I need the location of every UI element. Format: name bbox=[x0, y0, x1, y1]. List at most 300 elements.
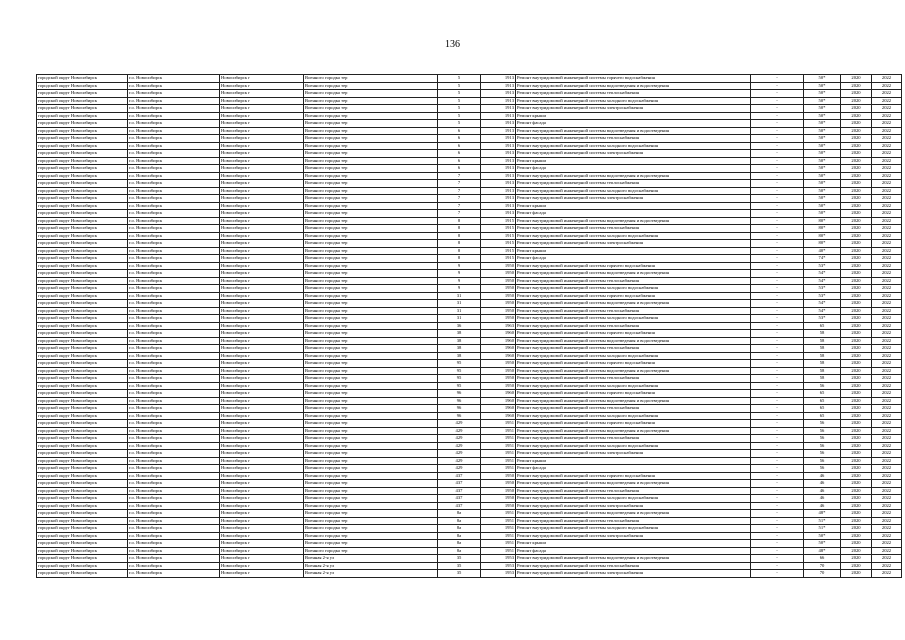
work-type-cell: Ремонт крыши bbox=[516, 112, 751, 120]
dash-cell: - bbox=[751, 90, 804, 98]
locality-cell: Новосибирск г bbox=[220, 157, 304, 165]
wear-cell: 50* bbox=[804, 127, 841, 135]
table-row bbox=[37, 375, 902, 383]
end-year-cell: 2022 bbox=[872, 352, 902, 360]
locality-cell: Новосибирск г bbox=[220, 322, 304, 330]
end-year-cell: 2022 bbox=[872, 517, 902, 525]
district-cell: городской округ Новосибирск bbox=[37, 112, 128, 120]
start-year-cell: 2020 bbox=[841, 127, 872, 135]
district-cell: городской округ Новосибирск bbox=[37, 255, 128, 263]
build-year-cell: 1960 bbox=[481, 345, 516, 353]
district-cell: городской округ Новосибирск bbox=[37, 105, 128, 113]
district-cell: городской округ Новосибирск bbox=[37, 375, 128, 383]
city-cell: г.о. Новосибирск bbox=[128, 555, 220, 563]
work-type-cell: Ремонт внутридомовой инженерной системы горячего водоснабжения bbox=[516, 360, 751, 368]
table-row bbox=[37, 135, 902, 143]
build-year-cell: 1951 bbox=[481, 525, 516, 533]
work-type-cell: Ремонт внутридомовой инженерной системы электроснабжения bbox=[516, 532, 751, 540]
end-year-cell: 2022 bbox=[872, 187, 902, 195]
district-cell: городской округ Новосибирск bbox=[37, 502, 128, 510]
end-year-cell: 2022 bbox=[872, 540, 902, 548]
start-year-cell: 2020 bbox=[841, 225, 872, 233]
build-year-cell: 1951 bbox=[481, 540, 516, 548]
locality-cell: Новосибирск г bbox=[220, 375, 304, 383]
build-year-cell: 1913 bbox=[481, 180, 516, 188]
dash-cell: - bbox=[751, 375, 804, 383]
street-cell: Военного городка тер bbox=[304, 487, 438, 495]
table-row bbox=[37, 150, 902, 158]
district-cell: городской округ Новосибирск bbox=[37, 210, 128, 218]
start-year-cell: 2020 bbox=[841, 322, 872, 330]
wear-cell: 50* bbox=[804, 135, 841, 143]
end-year-cell: 2022 bbox=[872, 90, 902, 98]
table-row bbox=[37, 195, 902, 203]
dash-cell: - bbox=[751, 487, 804, 495]
district-cell: городской округ Новосибирск bbox=[37, 397, 128, 405]
house-number-cell: 8 bbox=[438, 255, 481, 263]
wear-cell: 50* bbox=[804, 120, 841, 128]
dash-cell: - bbox=[751, 390, 804, 398]
build-year-cell: 1913 bbox=[481, 112, 516, 120]
start-year-cell: 2020 bbox=[841, 405, 872, 413]
dash-cell: - bbox=[751, 285, 804, 293]
table-row bbox=[37, 517, 902, 525]
start-year-cell: 2020 bbox=[841, 307, 872, 315]
table-row bbox=[37, 435, 902, 443]
dash-cell: - bbox=[751, 307, 804, 315]
start-year-cell: 2020 bbox=[841, 112, 872, 120]
locality-cell: Новосибирск г bbox=[220, 135, 304, 143]
work-type-cell: Ремонт внутридомовой инженерной системы теплоснабжения bbox=[516, 135, 751, 143]
dash-cell: - bbox=[751, 247, 804, 255]
wear-cell: 58 bbox=[804, 352, 841, 360]
district-cell: городской округ Новосибирск bbox=[37, 127, 128, 135]
work-type-cell: Ремонт внутридомовой инженерной системы электроснабжения bbox=[516, 195, 751, 203]
end-year-cell: 2022 bbox=[872, 472, 902, 480]
district-cell: городской округ Новосибирск bbox=[37, 517, 128, 525]
dash-cell: - bbox=[751, 187, 804, 195]
work-type-cell: Ремонт внутридомовой инженерной системы холодного водоснабжения bbox=[516, 315, 751, 323]
dash-cell: - bbox=[751, 112, 804, 120]
district-cell: городской округ Новосибирск bbox=[37, 135, 128, 143]
wear-cell: 50* bbox=[804, 97, 841, 105]
locality-cell: Новосибирск г bbox=[220, 270, 304, 278]
start-year-cell: 2020 bbox=[841, 277, 872, 285]
table-row bbox=[37, 112, 902, 120]
district-cell: городской округ Новосибирск bbox=[37, 120, 128, 128]
district-cell: городской округ Новосибирск bbox=[37, 405, 128, 413]
dash-cell: - bbox=[751, 300, 804, 308]
house-number-cell: 429 bbox=[438, 450, 481, 458]
table-row bbox=[37, 330, 902, 338]
district-cell: городской округ Новосибирск bbox=[37, 277, 128, 285]
dash-cell: - bbox=[751, 510, 804, 518]
street-cell: Военного городка тер bbox=[304, 322, 438, 330]
dash-cell: - bbox=[751, 450, 804, 458]
wear-cell: 80* bbox=[804, 225, 841, 233]
district-cell: городской округ Новосибирск bbox=[37, 367, 128, 375]
city-cell: г.о. Новосибирск bbox=[128, 442, 220, 450]
start-year-cell: 2020 bbox=[841, 510, 872, 518]
house-number-cell: 5 bbox=[438, 112, 481, 120]
house-number-cell: 8а bbox=[438, 525, 481, 533]
locality-cell: Новосибирск г bbox=[220, 555, 304, 563]
city-cell: г.о. Новосибирск bbox=[128, 75, 220, 83]
wear-cell: 70 bbox=[804, 570, 841, 578]
wear-cell: 50* bbox=[804, 142, 841, 150]
street-cell: Военного городка тер bbox=[304, 405, 438, 413]
table-row bbox=[37, 202, 902, 210]
city-cell: г.о. Новосибирск bbox=[128, 435, 220, 443]
table-row bbox=[37, 570, 902, 578]
street-cell: Военного городка тер bbox=[304, 465, 438, 473]
house-number-cell: 36 bbox=[438, 322, 481, 330]
build-year-cell: 1950 bbox=[481, 472, 516, 480]
wear-cell: 50* bbox=[804, 532, 841, 540]
end-year-cell: 2022 bbox=[872, 232, 902, 240]
work-type-cell: Ремонт внутридомовой инженерной системы электроснабжения bbox=[516, 502, 751, 510]
work-type-cell: Ремонт внутридомовой инженерной системы холодного водоснабжения bbox=[516, 142, 751, 150]
end-year-cell: 2022 bbox=[872, 375, 902, 383]
wear-cell: 54* bbox=[804, 307, 841, 315]
start-year-cell: 2020 bbox=[841, 427, 872, 435]
city-cell: г.о. Новосибирск bbox=[128, 397, 220, 405]
city-cell: г.о. Новосибирск bbox=[128, 382, 220, 390]
build-year-cell: 1960 bbox=[481, 397, 516, 405]
end-year-cell: 2022 bbox=[872, 510, 902, 518]
wear-cell: 56 bbox=[804, 450, 841, 458]
house-number-cell: 5 bbox=[438, 75, 481, 83]
work-type-cell: Ремонт внутридомовой инженерной системы теплоснабжения bbox=[516, 345, 751, 353]
work-type-cell: Ремонт крыши bbox=[516, 157, 751, 165]
work-type-cell: Ремонт фасада bbox=[516, 210, 751, 218]
street-cell: Военного городка тер bbox=[304, 292, 438, 300]
house-number-cell: 437 bbox=[438, 487, 481, 495]
district-cell: городской округ Новосибирск bbox=[37, 472, 128, 480]
build-year-cell: 1963 bbox=[481, 322, 516, 330]
wear-cell: 58 bbox=[804, 360, 841, 368]
dash-cell: - bbox=[751, 322, 804, 330]
locality-cell: Новосибирск г bbox=[220, 487, 304, 495]
district-cell: городской округ Новосибирск bbox=[37, 300, 128, 308]
wear-cell: 56 bbox=[804, 435, 841, 443]
dash-cell: - bbox=[751, 202, 804, 210]
dash-cell: - bbox=[751, 142, 804, 150]
street-cell: Военного городка тер bbox=[304, 442, 438, 450]
table-row bbox=[37, 172, 902, 180]
city-cell: г.о. Новосибирск bbox=[128, 517, 220, 525]
house-number-cell: 9 bbox=[438, 285, 481, 293]
work-type-cell: Ремонт внутридомовой инженерной системы электроснабжения bbox=[516, 150, 751, 158]
work-type-cell: Ремонт внутридомовой инженерной системы теплоснабжения bbox=[516, 277, 751, 285]
wear-cell: 58 bbox=[804, 337, 841, 345]
wear-cell: 50* bbox=[804, 82, 841, 90]
house-number-cell: 5 bbox=[438, 90, 481, 98]
end-year-cell: 2022 bbox=[872, 172, 902, 180]
house-number-cell: 8 bbox=[438, 247, 481, 255]
table-body bbox=[37, 75, 902, 578]
build-year-cell: 1960 bbox=[481, 352, 516, 360]
district-cell: городской округ Новосибирск bbox=[37, 337, 128, 345]
end-year-cell: 2022 bbox=[872, 277, 902, 285]
district-cell: городской округ Новосибирск bbox=[37, 322, 128, 330]
wear-cell: 56 bbox=[804, 442, 841, 450]
street-cell: Военного городка тер bbox=[304, 517, 438, 525]
start-year-cell: 2020 bbox=[841, 210, 872, 218]
build-year-cell: 1953 bbox=[481, 562, 516, 570]
street-cell: Военного городка тер bbox=[304, 457, 438, 465]
dash-cell: - bbox=[751, 480, 804, 488]
city-cell: г.о. Новосибирск bbox=[128, 195, 220, 203]
build-year-cell: 1950 bbox=[481, 382, 516, 390]
house-number-cell: 437 bbox=[438, 495, 481, 503]
locality-cell: Новосибирск г bbox=[220, 547, 304, 555]
wear-cell: 50* bbox=[804, 105, 841, 113]
dash-cell: - bbox=[751, 172, 804, 180]
build-year-cell: 1951 bbox=[481, 450, 516, 458]
end-year-cell: 2022 bbox=[872, 217, 902, 225]
house-number-cell: 95 bbox=[438, 360, 481, 368]
build-year-cell: 1950 bbox=[481, 502, 516, 510]
locality-cell: Новосибирск г bbox=[220, 427, 304, 435]
work-type-cell: Ремонт внутридомовой инженерной системы электроснабжения bbox=[516, 105, 751, 113]
build-year-cell: 1913 bbox=[481, 135, 516, 143]
start-year-cell: 2020 bbox=[841, 487, 872, 495]
wear-cell: 65 bbox=[804, 405, 841, 413]
table-row bbox=[37, 142, 902, 150]
city-cell: г.о. Новосибирск bbox=[128, 165, 220, 173]
locality-cell: Новосибирск г bbox=[220, 412, 304, 420]
start-year-cell: 2020 bbox=[841, 135, 872, 143]
locality-cell: Новосибирск г bbox=[220, 570, 304, 578]
dash-cell: - bbox=[751, 397, 804, 405]
start-year-cell: 2020 bbox=[841, 255, 872, 263]
city-cell: г.о. Новосибирск bbox=[128, 472, 220, 480]
wear-cell: 50* bbox=[804, 210, 841, 218]
locality-cell: Новосибирск г bbox=[220, 172, 304, 180]
street-cell: Военного городка тер bbox=[304, 187, 438, 195]
district-cell: городской округ Новосибирск bbox=[37, 382, 128, 390]
dash-cell: - bbox=[751, 262, 804, 270]
dash-cell: - bbox=[751, 195, 804, 203]
build-year-cell: 1950 bbox=[481, 360, 516, 368]
work-type-cell: Ремонт внутридомовой инженерной системы горячего водоснабжения bbox=[516, 262, 751, 270]
wear-cell: 51* bbox=[804, 517, 841, 525]
locality-cell: Новосибирск г bbox=[220, 285, 304, 293]
district-cell: городской округ Новосибирск bbox=[37, 225, 128, 233]
work-type-cell: Ремонт внутридомовой инженерной системы холодного водоснабжения bbox=[516, 352, 751, 360]
table-row bbox=[37, 82, 902, 90]
city-cell: г.о. Новосибирск bbox=[128, 495, 220, 503]
end-year-cell: 2022 bbox=[872, 105, 902, 113]
build-year-cell: 1915 bbox=[481, 232, 516, 240]
city-cell: г.о. Новосибирск bbox=[128, 352, 220, 360]
dash-cell: - bbox=[751, 337, 804, 345]
street-cell: Военного городка тер bbox=[304, 390, 438, 398]
start-year-cell: 2020 bbox=[841, 570, 872, 578]
district-cell: городской округ Новосибирск bbox=[37, 420, 128, 428]
district-cell: городской округ Новосибирск bbox=[37, 330, 128, 338]
house-number-cell: 38 bbox=[438, 345, 481, 353]
house-number-cell: 95 bbox=[438, 367, 481, 375]
house-number-cell: 7 bbox=[438, 172, 481, 180]
city-cell: г.о. Новосибирск bbox=[128, 82, 220, 90]
dash-cell: - bbox=[751, 352, 804, 360]
house-number-cell: 38 bbox=[438, 330, 481, 338]
locality-cell: Новосибирск г bbox=[220, 562, 304, 570]
dash-cell: - bbox=[751, 277, 804, 285]
dash-cell: - bbox=[751, 165, 804, 173]
locality-cell: Новосибирск г bbox=[220, 202, 304, 210]
city-cell: г.о. Новосибирск bbox=[128, 427, 220, 435]
street-cell: Военного городка тер bbox=[304, 345, 438, 353]
locality-cell: Новосибирск г bbox=[220, 345, 304, 353]
start-year-cell: 2020 bbox=[841, 97, 872, 105]
locality-cell: Новосибирск г bbox=[220, 300, 304, 308]
start-year-cell: 2020 bbox=[841, 540, 872, 548]
wear-cell: 53* bbox=[804, 262, 841, 270]
start-year-cell: 2020 bbox=[841, 345, 872, 353]
district-cell: городской округ Новосибирск bbox=[37, 292, 128, 300]
house-number-cell: 429 bbox=[438, 465, 481, 473]
end-year-cell: 2022 bbox=[872, 562, 902, 570]
table-row bbox=[37, 105, 902, 113]
locality-cell: Новосибирск г bbox=[220, 277, 304, 285]
start-year-cell: 2020 bbox=[841, 450, 872, 458]
table-row bbox=[37, 555, 902, 563]
street-cell: Военного городка тер bbox=[304, 247, 438, 255]
wear-cell: 50* bbox=[804, 150, 841, 158]
city-cell: г.о. Новосибирск bbox=[128, 157, 220, 165]
dash-cell: - bbox=[751, 217, 804, 225]
city-cell: г.о. Новосибирск bbox=[128, 127, 220, 135]
start-year-cell: 2020 bbox=[841, 337, 872, 345]
house-number-cell: 429 bbox=[438, 457, 481, 465]
start-year-cell: 2020 bbox=[841, 157, 872, 165]
work-type-cell: Ремонт фасада bbox=[516, 255, 751, 263]
district-cell: городской округ Новосибирск bbox=[37, 412, 128, 420]
city-cell: г.о. Новосибирск bbox=[128, 465, 220, 473]
table-row bbox=[37, 217, 902, 225]
house-number-cell: 35 bbox=[438, 562, 481, 570]
house-number-cell: 5 bbox=[438, 105, 481, 113]
start-year-cell: 2020 bbox=[841, 247, 872, 255]
table-row bbox=[37, 382, 902, 390]
work-type-cell: Ремонт крыши bbox=[516, 202, 751, 210]
work-type-cell: Ремонт внутридомовой инженерной системы холодного водоснабжения bbox=[516, 232, 751, 240]
build-year-cell: 1951 bbox=[481, 532, 516, 540]
wear-cell: 54* bbox=[804, 277, 841, 285]
wear-cell: 48* bbox=[804, 547, 841, 555]
start-year-cell: 2020 bbox=[841, 525, 872, 533]
end-year-cell: 2022 bbox=[872, 390, 902, 398]
build-year-cell: 1915 bbox=[481, 225, 516, 233]
city-cell: г.о. Новосибирск bbox=[128, 142, 220, 150]
table-row bbox=[37, 420, 902, 428]
table-row bbox=[37, 307, 902, 315]
end-year-cell: 2022 bbox=[872, 240, 902, 248]
start-year-cell: 2020 bbox=[841, 105, 872, 113]
wear-cell: 50* bbox=[804, 90, 841, 98]
work-type-cell: Ремонт внутридомовой инженерной системы водоотведения и водоотведения bbox=[516, 270, 751, 278]
table-row bbox=[37, 457, 902, 465]
build-year-cell: 1913 bbox=[481, 157, 516, 165]
locality-cell: Новосибирск г bbox=[220, 187, 304, 195]
table-row bbox=[37, 532, 902, 540]
table-row bbox=[37, 90, 902, 98]
table-row bbox=[37, 427, 902, 435]
house-number-cell: 8а bbox=[438, 540, 481, 548]
work-type-cell: Ремонт внутридомовой инженерной системы водоотведения и водоотведения bbox=[516, 427, 751, 435]
district-cell: городской округ Новосибирск bbox=[37, 240, 128, 248]
street-cell: Военного городка тер bbox=[304, 210, 438, 218]
house-number-cell: 9 bbox=[438, 262, 481, 270]
city-cell: г.о. Новосибирск bbox=[128, 547, 220, 555]
locality-cell: Новосибирск г bbox=[220, 232, 304, 240]
start-year-cell: 2020 bbox=[841, 435, 872, 443]
locality-cell: Новосибирск г bbox=[220, 97, 304, 105]
work-type-cell: Ремонт внутридомовой инженерной системы водоотведения и водоотведения bbox=[516, 555, 751, 563]
start-year-cell: 2020 bbox=[841, 517, 872, 525]
house-number-cell: 7 bbox=[438, 195, 481, 203]
house-number-cell: 6 bbox=[438, 127, 481, 135]
city-cell: г.о. Новосибирск bbox=[128, 277, 220, 285]
dash-cell: - bbox=[751, 420, 804, 428]
city-cell: г.о. Новосибирск bbox=[128, 330, 220, 338]
city-cell: г.о. Новосибирск bbox=[128, 570, 220, 578]
table-row bbox=[37, 300, 902, 308]
end-year-cell: 2022 bbox=[872, 247, 902, 255]
work-type-cell: Ремонт внутридомовой инженерной системы холодного водоснабжения bbox=[516, 285, 751, 293]
table-row bbox=[37, 165, 902, 173]
house-number-cell: 38 bbox=[438, 352, 481, 360]
work-type-cell: Ремонт внутридомовой инженерной системы теплоснабжения bbox=[516, 435, 751, 443]
end-year-cell: 2022 bbox=[872, 412, 902, 420]
table-row bbox=[37, 487, 902, 495]
work-type-cell: Ремонт внутридомовой инженерной системы теплоснабжения bbox=[516, 562, 751, 570]
dash-cell: - bbox=[751, 270, 804, 278]
city-cell: г.о. Новосибирск bbox=[128, 315, 220, 323]
table-row bbox=[37, 547, 902, 555]
house-number-cell: 7 bbox=[438, 202, 481, 210]
house-number-cell: 8 bbox=[438, 225, 481, 233]
table-row bbox=[37, 225, 902, 233]
start-year-cell: 2020 bbox=[841, 412, 872, 420]
build-year-cell: 1913 bbox=[481, 142, 516, 150]
house-number-cell: 8а bbox=[438, 510, 481, 518]
table-row bbox=[37, 390, 902, 398]
work-type-cell: Ремонт внутридомовой инженерной системы горячего водоснабжения bbox=[516, 292, 751, 300]
end-year-cell: 2022 bbox=[872, 487, 902, 495]
city-cell: г.о. Новосибирск bbox=[128, 112, 220, 120]
house-number-cell: 35 bbox=[438, 555, 481, 563]
street-cell: Военного городка тер bbox=[304, 420, 438, 428]
table-row bbox=[37, 255, 902, 263]
dash-cell: - bbox=[751, 525, 804, 533]
district-cell: городской округ Новосибирск bbox=[37, 352, 128, 360]
table-row bbox=[37, 180, 902, 188]
house-number-cell: 96 bbox=[438, 397, 481, 405]
house-number-cell: 31 bbox=[438, 300, 481, 308]
start-year-cell: 2020 bbox=[841, 502, 872, 510]
house-number-cell: 96 bbox=[438, 405, 481, 413]
wear-cell: 50* bbox=[804, 180, 841, 188]
wear-cell: 50* bbox=[804, 75, 841, 83]
city-cell: г.о. Новосибирск bbox=[128, 232, 220, 240]
work-type-cell: Ремонт внутридомовой инженерной системы водоотведения и водоотведения bbox=[516, 480, 751, 488]
build-year-cell: 1960 bbox=[481, 390, 516, 398]
end-year-cell: 2022 bbox=[872, 405, 902, 413]
